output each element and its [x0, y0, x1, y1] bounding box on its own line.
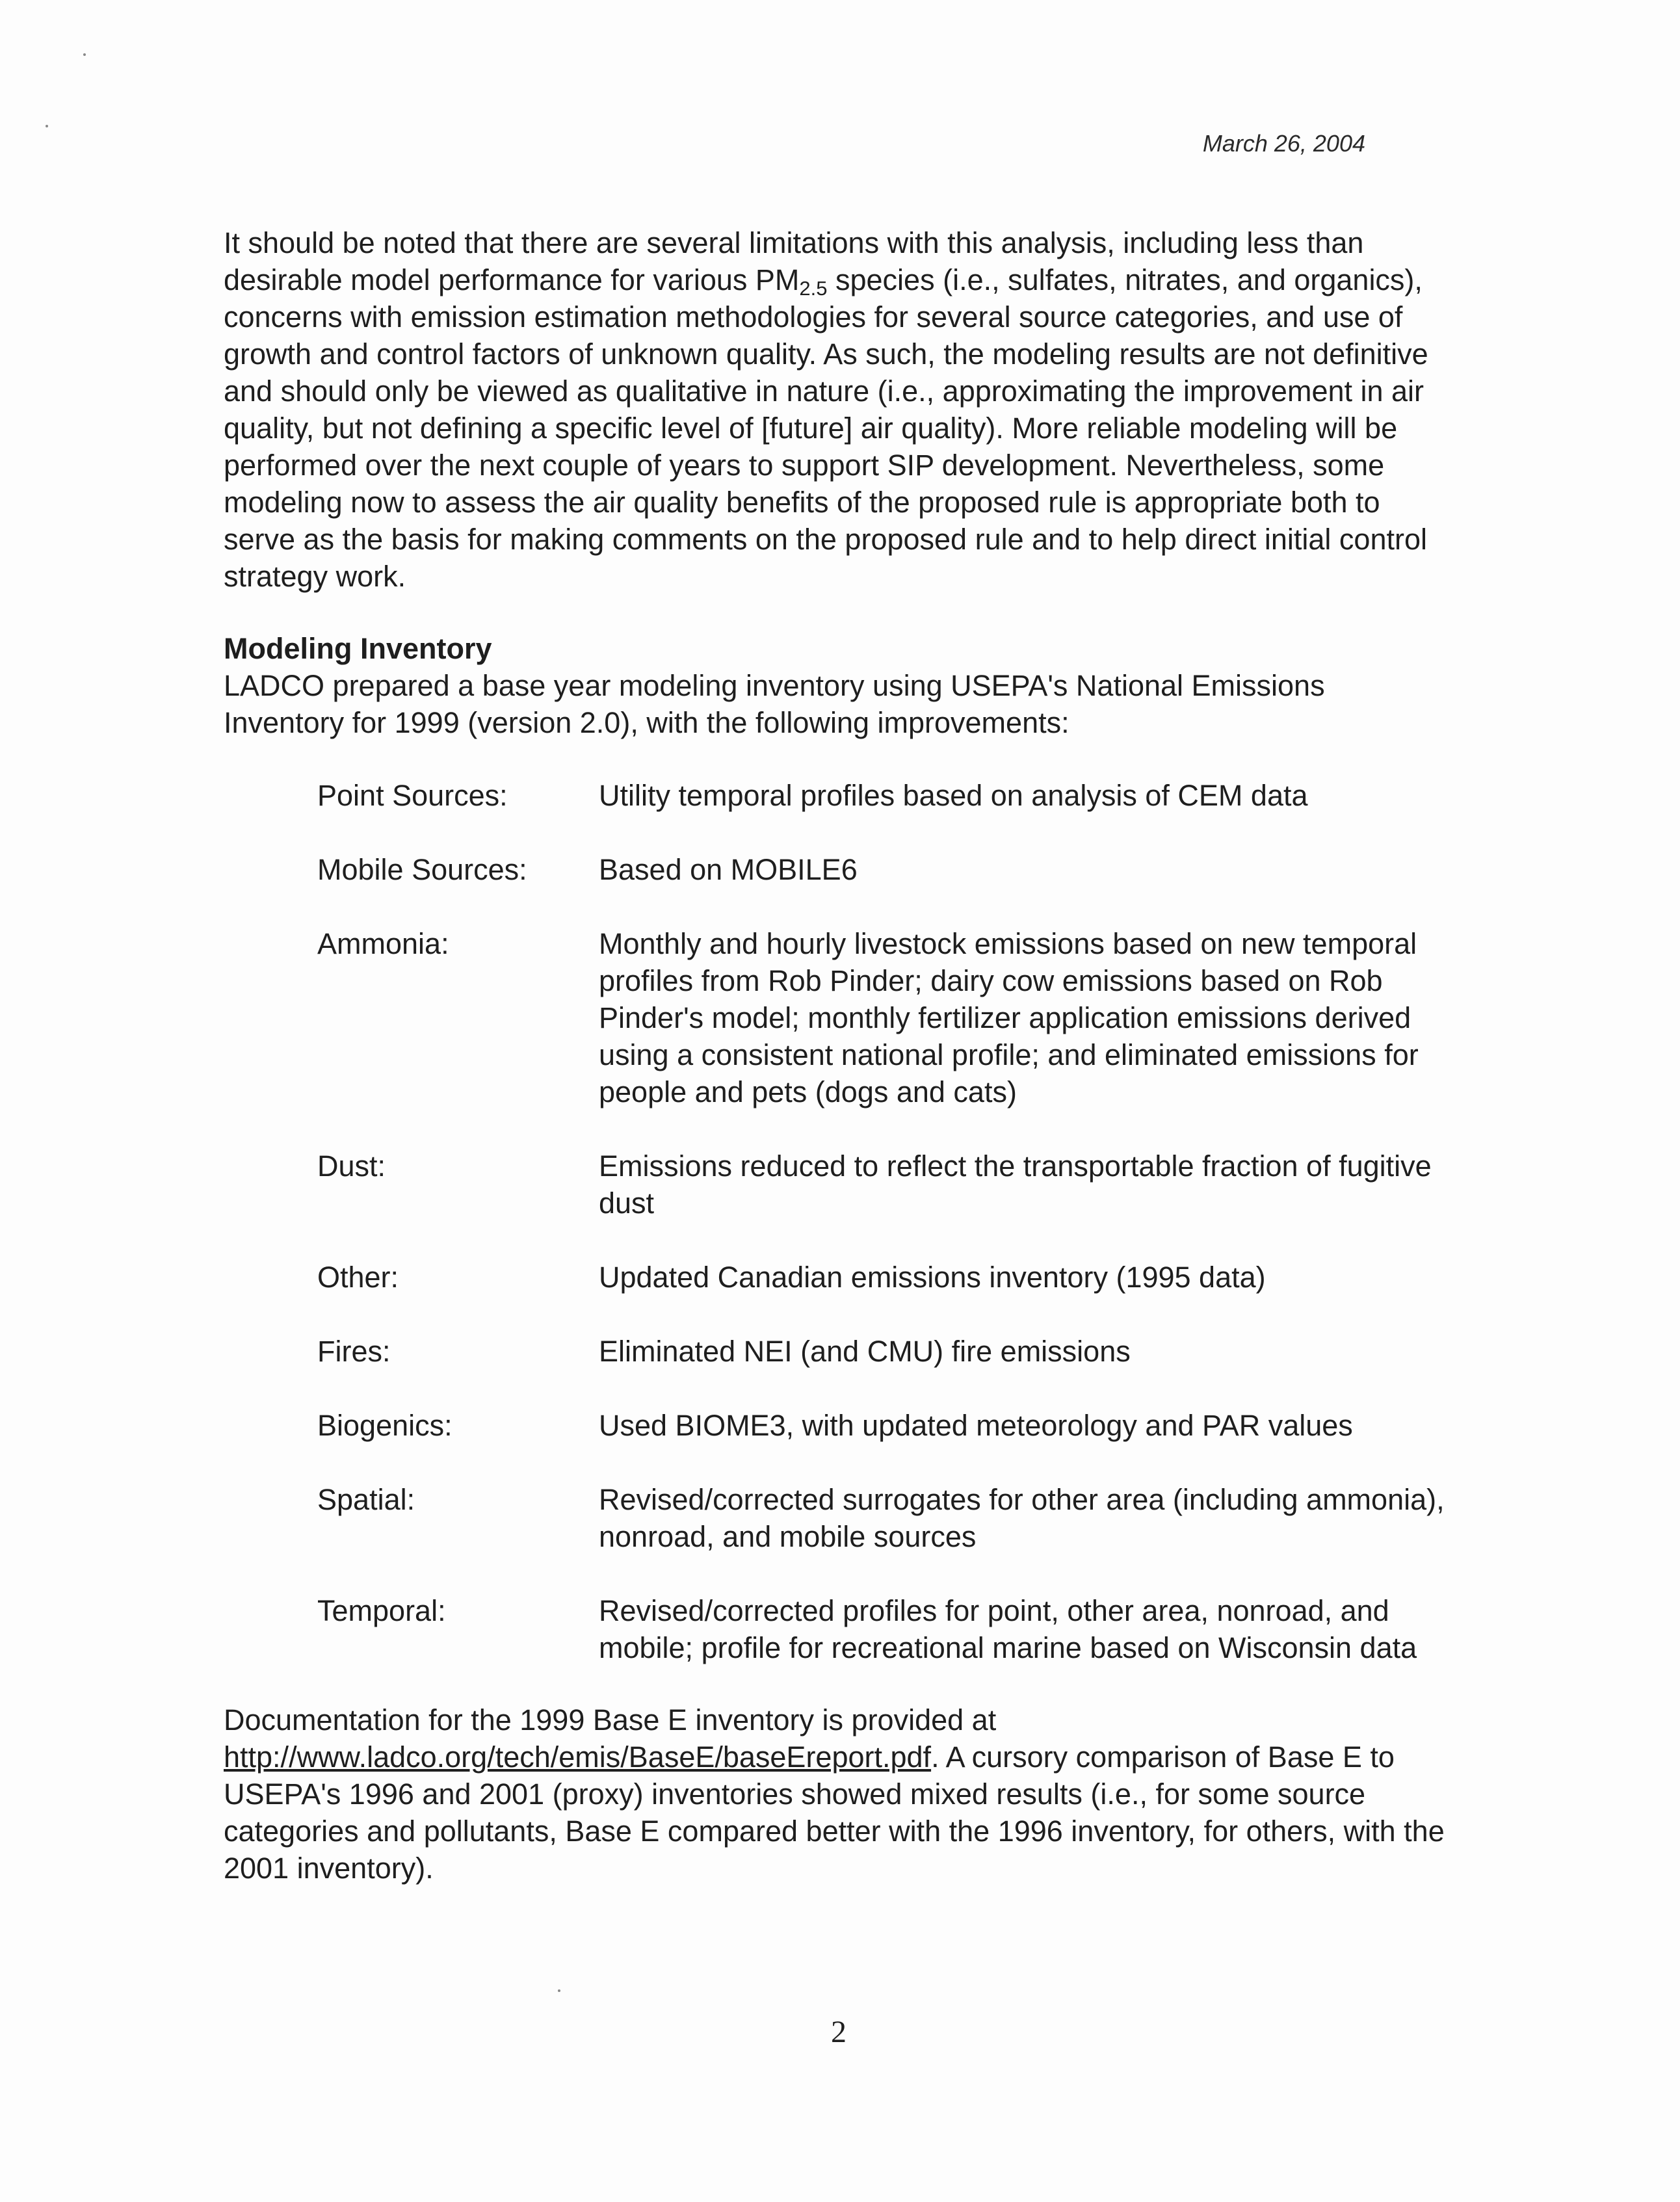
base-e-report-link[interactable]: http://www.ladco.org/tech/emis/BaseE/baseEreport.pdf — [224, 1740, 932, 1774]
documentation-paragraph — [224, 1701, 1452, 1887]
document-body — [224, 224, 1452, 1887]
scan-speck — [83, 53, 86, 56]
paragraph-text-end: species (i.e., sulfates, nitrates, and organics), concerns with emission estimation methodologies for several source categories, and use of growth and control factors of unknown quality. As such, the modeling results are not definitive and should only be viewed as qualitative in nature (i.e., approximating the improvement in air quality, but not defining a specific level of [future] air quality). More reliable modeling will be performed over the next couple of years to support SIP development. Nevertheless, some modeling now to assess the air quality benefits of the proposed rule is appropriate both to serve as the basis for making comments on the proposed rule and to help direct initial control strategy work. — [224, 263, 1428, 593]
inventory-description: Utility temporal profiles based on analysis of CEM data — [599, 779, 1308, 812]
paragraph-text-start: It should be noted that there are several limitations with this analysis, including less than desirable model performance for various PM — [224, 226, 1364, 296]
inventory-row-spatial — [317, 1481, 1462, 1555]
section-heading: Modeling Inventory — [224, 632, 492, 665]
pm-subscript: 2.5 — [799, 277, 828, 300]
inventory-description: Used BIOME3, with updated meteorology and PAR values — [599, 1409, 1353, 1442]
inventory-row-mobile-sources — [317, 851, 1462, 888]
inventory-row-point-sources — [317, 777, 1462, 814]
inventory-label: Dust: — [317, 1149, 386, 1183]
inventory-row-temporal — [317, 1592, 1462, 1666]
inventory-label: Spatial: — [317, 1483, 415, 1516]
inventory-label: Biogenics: — [317, 1409, 453, 1442]
inventory-description: Revised/corrected profiles for point, other area, nonroad, and mobile; profile for recreational marine based on Wisconsin data — [599, 1594, 1417, 1664]
documentation-rest: . A cursory comparison of Base E to USEPA's 1996 and 2001 (proxy) inventories showed mixed results (i.e., for some source categories and pollutants, Base E compared better with the 1996 inventory, for others, with the 2001 inventory). — [224, 1740, 1445, 1885]
section-intro: LADCO prepared a base year modeling inventory using USEPA's National Emissions Inventory for 1999 (version 2.0), with the following improvements: — [224, 669, 1325, 739]
scan-speck — [558, 1989, 560, 1992]
inventory-row-fires — [317, 1333, 1462, 1370]
inventory-description: Eliminated NEI (and CMU) fire emissions — [599, 1335, 1131, 1368]
inventory-row-biogenics — [317, 1407, 1462, 1444]
inventory-description: Monthly and hourly livestock emissions based on new temporal profiles from Rob Pinder; dairy cow emissions based on Rob Pinder's model; monthly fertilizer application emissions derived using a consistent national profile; and eliminated emissions for people and pets (dogs and cats) — [599, 927, 1419, 1108]
inventory-improvements-list — [317, 777, 1462, 1666]
inventory-row-ammonia — [317, 925, 1462, 1110]
inventory-label: Ammonia: — [317, 927, 449, 960]
inventory-description: Based on MOBILE6 — [599, 853, 858, 886]
inventory-row-dust — [317, 1147, 1462, 1222]
document-date: March 26, 2004 — [1202, 130, 1365, 157]
limitations-paragraph — [224, 224, 1452, 595]
inventory-description: Updated Canadian emissions inventory (1995 data) — [599, 1261, 1266, 1294]
inventory-label: Mobile Sources: — [317, 853, 527, 886]
page-number: 2 — [831, 2015, 847, 2049]
inventory-label: Fires: — [317, 1335, 391, 1368]
inventory-description: Revised/corrected surrogates for other area (including ammonia), nonroad, and mobile sources — [599, 1483, 1445, 1553]
documentation-lead: Documentation for the 1999 Base E inventory is provided at — [224, 1703, 997, 1737]
inventory-row-other — [317, 1259, 1462, 1296]
scan-speck — [46, 125, 48, 127]
inventory-description: Emissions reduced to reflect the transportable fraction of fugitive dust — [599, 1149, 1432, 1220]
inventory-label: Other: — [317, 1261, 399, 1294]
inventory-label: Temporal: — [317, 1594, 446, 1627]
inventory-label: Point Sources: — [317, 779, 508, 812]
